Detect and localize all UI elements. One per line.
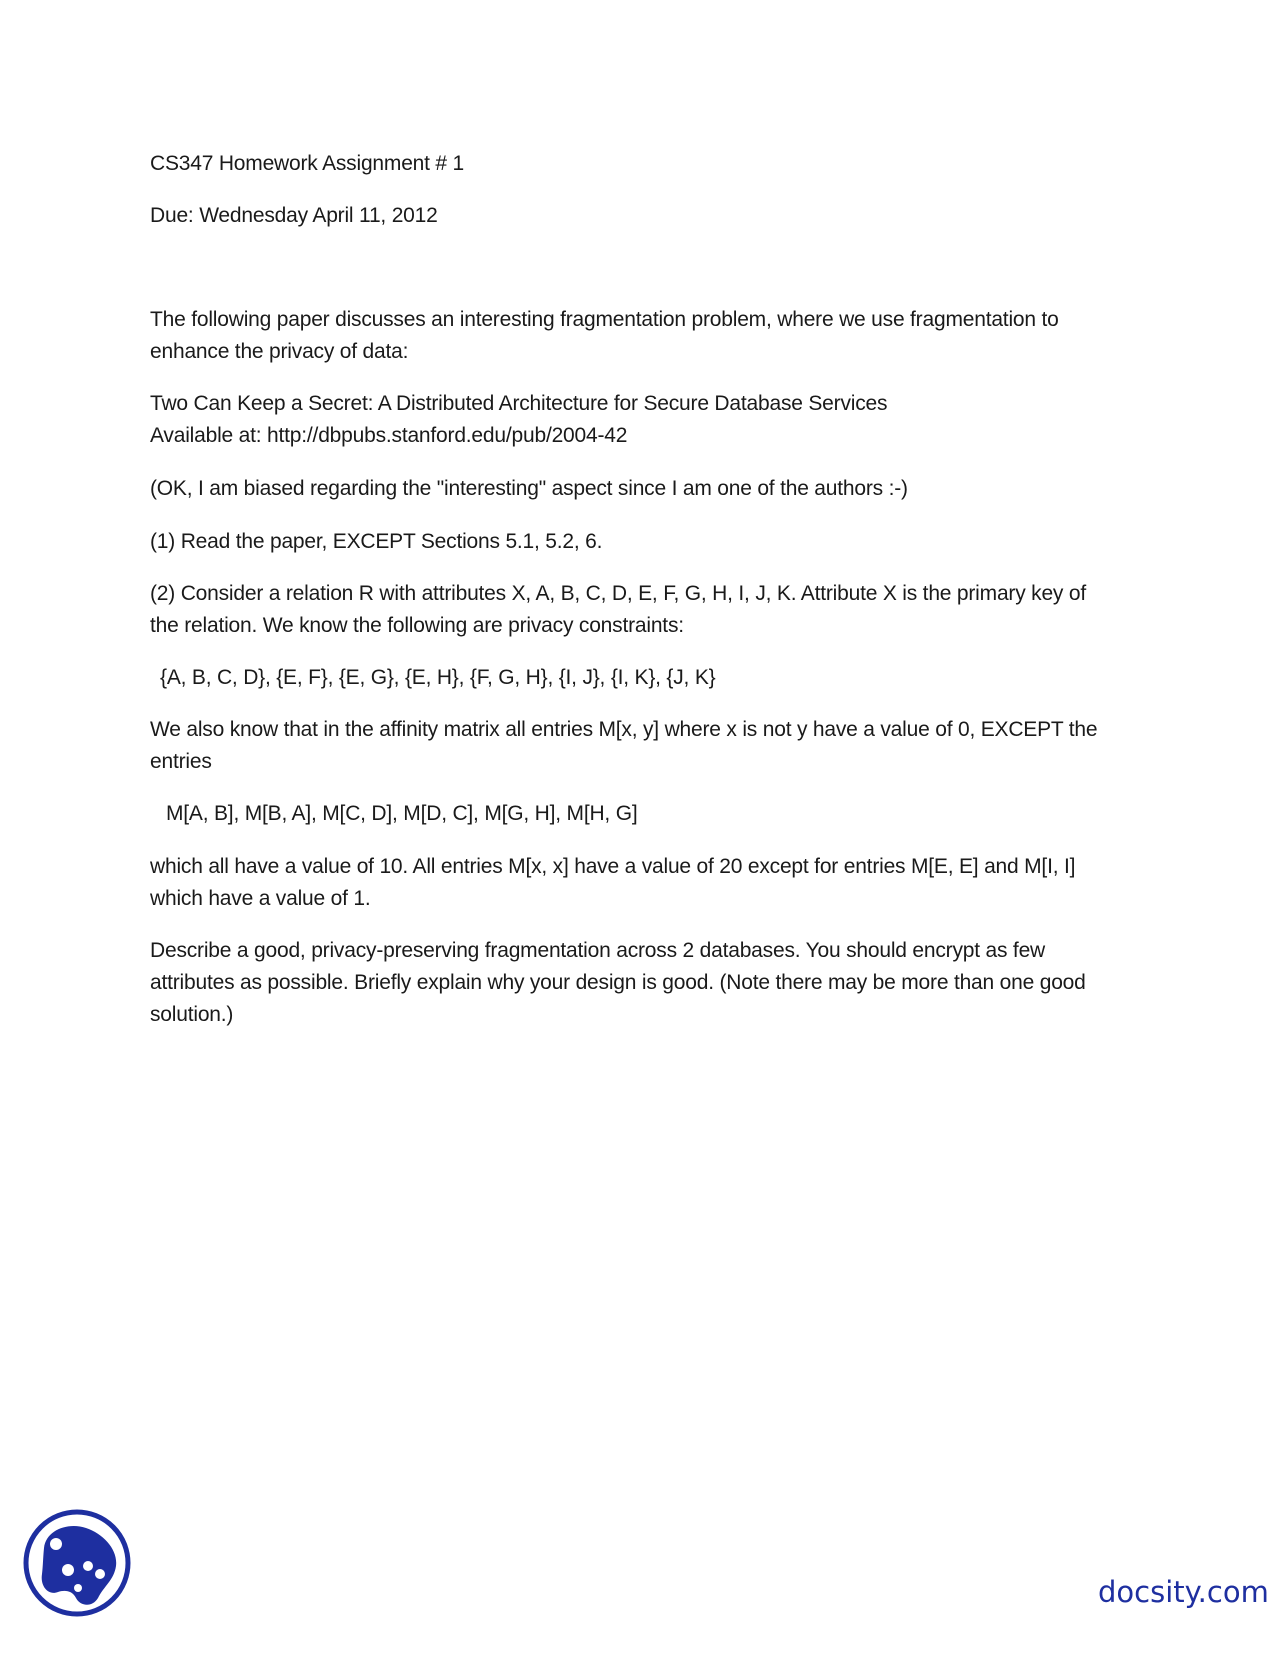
affinity-line: entries — [150, 750, 212, 773]
describe-line: solution.) — [150, 1003, 234, 1026]
author-note: (OK, I am biased regarding the "interesting" aspect since I am one of the authors :-) — [150, 477, 908, 500]
assignment-title: CS347 Homework Assignment # 1 — [150, 152, 465, 175]
task-2 — [150, 578, 1110, 642]
values-line: which all have a value of 10. All entries M[x, x] have a value of 20 except for entries M[E, E] and M[I, I] — [150, 855, 1076, 878]
docsity-logo-icon — [22, 1508, 132, 1618]
task-2-line: (2) Consider a relation R with attributes X, A, B, C, D, E, F, G, H, I, J, K. Attribute X is the primary key of — [150, 582, 1086, 605]
paper-link: Available at: http://dbpubs.stanford.edu/pub/2004-42 — [150, 424, 628, 447]
affinity-paragraph — [150, 714, 1120, 778]
paper-title: Two Can Keep a Secret: A Distributed Architecture for Secure Database Services — [150, 392, 888, 415]
describe-line: Describe a good, privacy-preserving fragmentation across 2 databases. You should encrypt as few — [150, 939, 1046, 962]
matrix-entries: M[A, B], M[B, A], M[C, D], M[D, C], M[G, H], M[H, G] — [166, 802, 638, 825]
intro-line: The following paper discusses an interesting fragmentation problem, where we use fragmentation to — [150, 308, 1059, 331]
paper-reference — [150, 388, 887, 452]
task-2-line: the relation. We know the following are privacy constraints: — [150, 614, 684, 637]
values-line: which have a value of 1. — [150, 887, 371, 910]
intro-paragraph — [150, 304, 1059, 368]
describe-paragraph — [150, 935, 1130, 1031]
task-1: (1) Read the paper, EXCEPT Sections 5.1, 5.2, 6. — [150, 530, 603, 553]
describe-line: attributes as possible. Briefly explain why your design is good. (Note there may be more than one good — [150, 971, 1086, 994]
affinity-line: We also know that in the affinity matrix all entries M[x, y] where x is not y have a value of 0, EXCEPT the — [150, 718, 1098, 741]
privacy-constraints: {A, B, C, D}, {E, F}, {E, G}, {E, H}, {F, G, H}, {I, J}, {I, K}, {J, K} — [160, 666, 716, 689]
values-paragraph — [150, 851, 1110, 915]
intro-line: enhance the privacy of data: — [150, 340, 409, 363]
docsity-brand-text[interactable]: docsity.com — [1098, 1575, 1269, 1609]
due-date: Due: Wednesday April 11, 2012 — [150, 204, 438, 227]
